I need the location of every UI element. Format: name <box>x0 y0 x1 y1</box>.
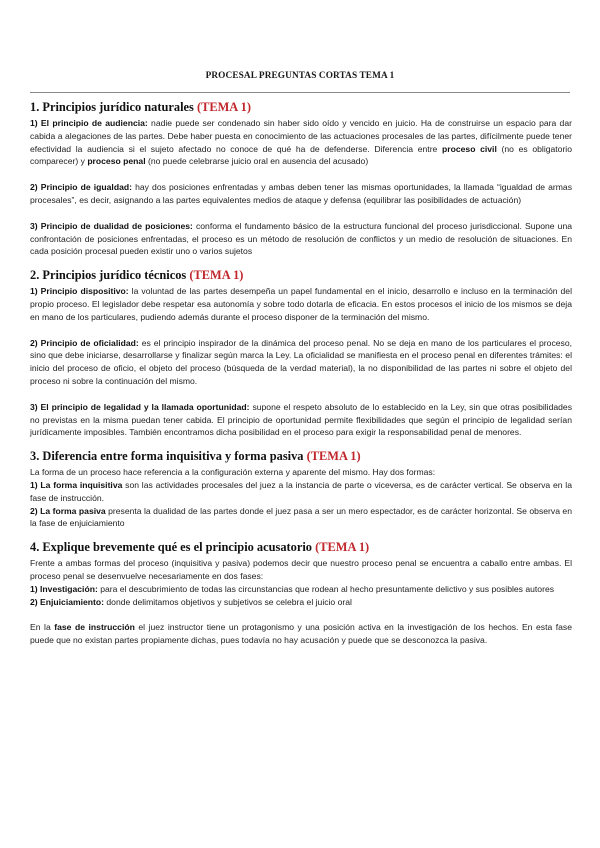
section-1-item-1-text-2: (no es obligatorio comparecer) y <box>30 143 572 167</box>
term-proceso-civil: proceso civil <box>442 143 497 154</box>
section-3-heading <box>30 449 572 464</box>
section-4-item-2-text: donde delimitamos objetivos y subjetivos se celebra el juicio oral <box>104 596 352 607</box>
section-1-item-2-text: hay dos posiciones enfrentadas y ambas deben tener las mismas oportunidades, la llamada “igualdad de armas procesales”, es decir, asignando a las partes equivalentes medios de ataque y defensa (equilibrar las posibilidades de actuación) <box>30 182 572 205</box>
section-3-item-2 <box>30 505 572 531</box>
section-4-heading <box>30 540 572 555</box>
section-2-item-3-text: supone el respeto absoluto de lo establecido en la Ley, sin que otras posibilidades no previstas en la misma puedan tener cabida. El principio de oportunidad permite flexibilidades que según el principio de legalidad serían jurídicamente imposibles. También encontramos dicha posibilidad en el proceso para exigir la responsabilidad penal de menores. <box>30 401 572 438</box>
section-2-tag: (TEMA 1) <box>189 268 244 283</box>
section-1-item-1-label: 1) El principio de audiencia: <box>30 118 148 128</box>
section-2-item-1-text: la voluntad de las partes desempeña un papel fundamental en el inicio, desarrollo e incluso en la terminación del propio proceso. El legislador debe respetar esa autonomía y sobre todo dotarla de eficacia. En estos procesos el inicio de los mismos se deja en mano de los particulares, pudiendo además durante el proceso disponer de la terminación del mismo. <box>30 286 572 322</box>
section-2-item-1-label: 1) Principio dispositivo: <box>30 286 129 297</box>
section-1-item-3-label: 3) Principio de dualidad de posiciones: <box>30 220 193 231</box>
section-1-item-1-text-3: (no puede celebrarse juicio oral en ausencia del acusado) <box>145 156 369 167</box>
section-3-item-1-label: 1) La forma inquisitiva <box>30 479 123 490</box>
section-4-closing-text: el juez instructor tiene un protagonismo y una posición activa en la investigación de los hechos. En esta fase puede que no existan partes propiamente dichas, pues todavía no hay acusación y puede que se desconozca la pasiva. <box>30 622 572 646</box>
section-2-item-2-text: es el principio inspirador de la dinámica del proceso penal. No se deja en mano de los particulares el proceso, sino que debe iniciarse, desarrollarse y finalizar según marca la Ley. La oficialidad se manifiesta en el proceso penal en diferentes trámites: el inicio del proceso de oficio, el objeto del proceso (búsqueda de la verdad material), la no disponibilidad de las partes ni sobre el objeto del proceso ni sobre la continuación del mismo. <box>30 337 572 386</box>
section-2-item-2 <box>30 337 572 388</box>
section-3-item-2-text: presenta la dualidad de las partes donde el juez pasa a ser un mero espectador, es de carácter horizontal. Se observa en la fase de enjuiciamiento <box>30 505 572 529</box>
section-2-heading-text: 2. Principios jurídico técnicos <box>30 268 187 283</box>
section-2-item-3 <box>30 401 572 439</box>
term-fase-de-instruccion: fase de instrucción <box>54 622 135 633</box>
section-4-item-1-label: 1) Investigación: <box>30 583 98 594</box>
document-body <box>30 100 572 647</box>
section-4-item-2 <box>30 596 572 609</box>
document-title: PROCESAL PREGUNTAS CORTAS TEMA 1 <box>205 71 395 81</box>
section-3-intro: La forma de un proceso hace referencia a la configuración externa y aparente del mismo. Hay dos formas: <box>30 467 436 478</box>
section-4-item-2-label: 2) Enjuiciamiento: <box>30 596 105 607</box>
section-1-item-2 <box>30 181 572 207</box>
section-2-item-1 <box>30 285 572 323</box>
section-3-heading-text: 3. Diferencia entre forma inquisitiva y forma pasiva <box>30 449 304 464</box>
section-1-item-1-text: nadie puede ser condenado sin haber sido oído y vencido en juicio. Ha de construirse un espacio para dar cabida a alegaciones de las partes. Debe haber puesta en conocimiento de las actuaciones procesales de las partes, difícilmente puede tener efectividad la audiencia si el sujeto afectado no conoce de qué ha de defenderse. Diferencia entre <box>30 118 572 154</box>
section-4-closing <box>30 621 572 647</box>
section-3-item-2-label: 2) La forma pasiva <box>30 505 106 516</box>
section-3-tag: (TEMA 1) <box>306 449 361 464</box>
section-1-item-1 <box>30 117 572 168</box>
section-1-item-3 <box>30 220 572 258</box>
section-4-heading-text: 4. Explique brevemente qué es el principio acusatorio <box>30 540 312 555</box>
title-divider <box>30 92 570 93</box>
section-4-item-1-text: para el descubrimiento de todas las circunstancias que rodean al hecho presuntamente delictivo y sus posibles autores <box>97 583 555 594</box>
section-1-item-3-text: conforma el fundamento básico de la estructura funcional del proceso jurisdiccional. Supone una confrontación de posiciones enfrentadas, el proceso es un método de resolución de conflictos y un medio de resolución de situaciones. En cada posición procesal pueden existir uno o varios sujetos <box>30 220 572 257</box>
section-1-heading <box>30 100 572 115</box>
section-3-item-1-text: son las actividades procesales del juez a la instancia de parte o viceversa, es de carácter vertical. Se observa en la fase de instrucción. <box>30 479 572 503</box>
section-3-item-1 <box>30 479 572 505</box>
section-2-item-3-label: 3) El principio de legalidad y la llamada oportunidad: <box>30 401 250 412</box>
section-4-item-1 <box>30 583 572 596</box>
section-4-intro: Frente a ambas formas del proceso (inquisitiva y pasiva) podemos decir que nuestro proceso penal se encuentra a caballo entre ambas. El proceso penal se desenvuelve necesariamente en dos fases: <box>30 558 572 581</box>
term-proceso-penal: proceso penal <box>87 156 146 167</box>
section-1-tag: (TEMA 1) <box>196 100 251 114</box>
section-2-heading <box>30 268 572 283</box>
section-1-heading-text: 1. Principios jurídico naturales <box>30 100 194 114</box>
section-1-item-2-label: 2) Principio de igualdad: <box>30 182 132 193</box>
section-4-tag: (TEMA 1) <box>315 540 370 555</box>
section-4-closing-pre: En la <box>30 622 55 633</box>
section-2-item-2-label: 2) Principio de oficialidad: <box>30 337 139 348</box>
